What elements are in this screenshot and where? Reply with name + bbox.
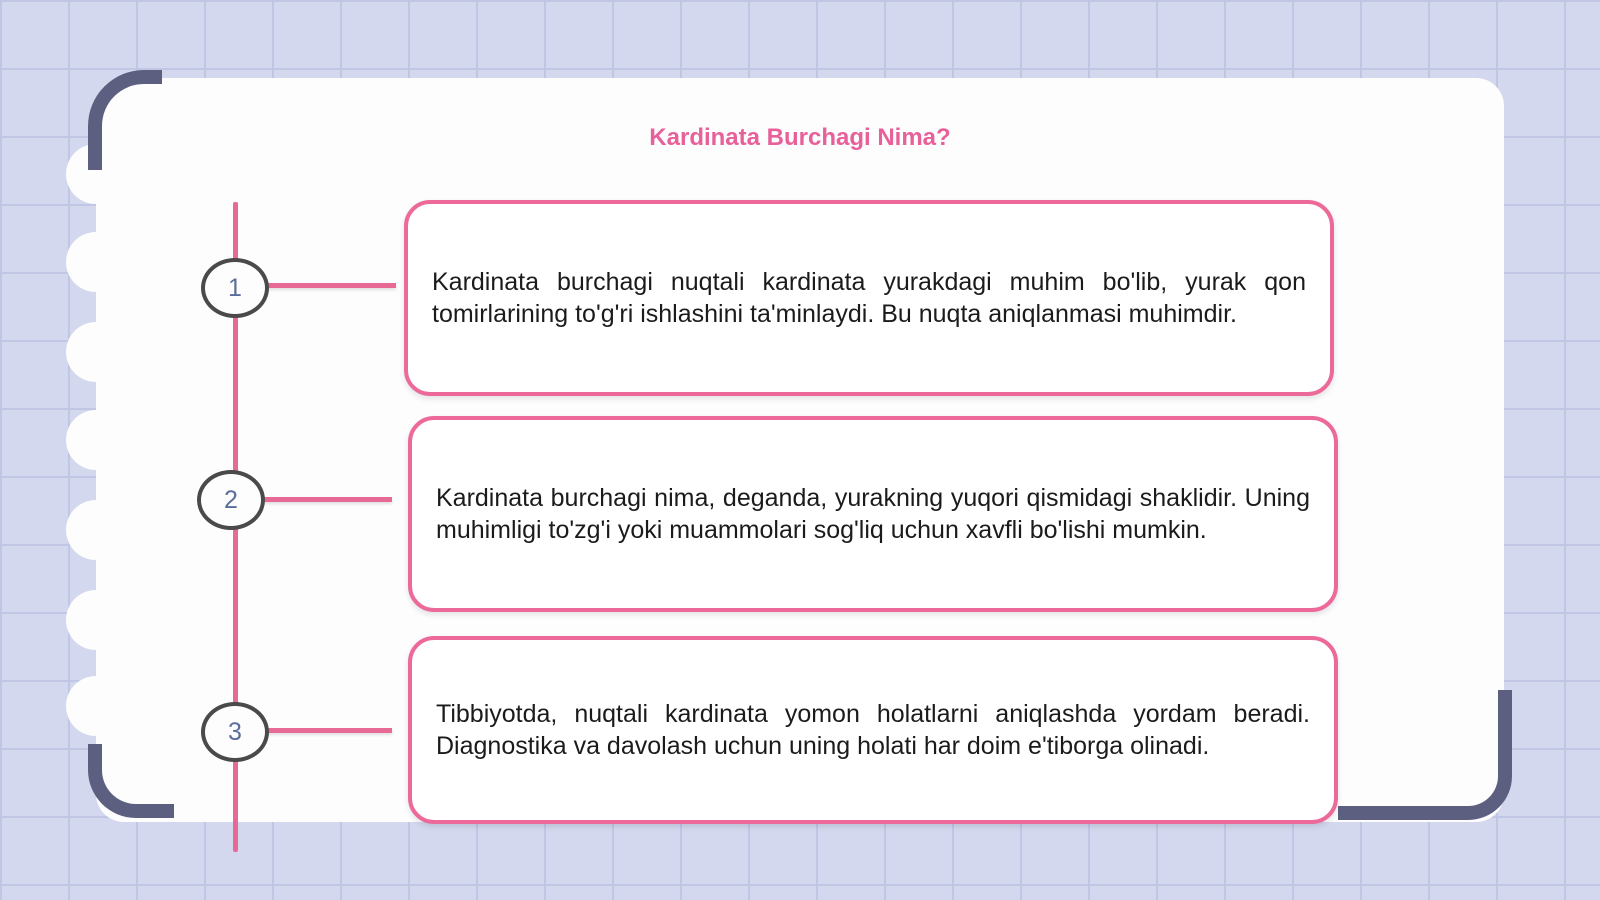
card-scallop (66, 410, 126, 470)
slide-title: Kardinata Burchagi Nima? (649, 124, 951, 151)
card-scallop (66, 500, 126, 560)
card-scallop (66, 322, 126, 382)
timeline-connector (262, 728, 392, 733)
step-number-2: 2 (197, 470, 265, 530)
info-text-1: Kardinata burchagi nuqtali kardinata yurakdagi muhim bo'lib, yurak qon tomirlarining to'g'ri ishlashini ta'minlaydi. Bu nuqta aniqlanmasi muhimdir. (432, 268, 1306, 328)
card-scallop (66, 676, 126, 736)
card-scallop (66, 590, 126, 650)
corner-bracket-top-left (88, 70, 162, 170)
info-box-1 (404, 200, 1334, 396)
step-number-3: 3 (201, 702, 269, 762)
info-text-2: Kardinata burchagi nima, deganda, yurakning yuqori qismidagi shaklidir. Uning muhimligi to'zg'i yoki muammolari sog'liq uchun xavfli bo'lishi mumkin. (436, 484, 1310, 544)
info-box-2 (408, 416, 1338, 612)
info-text-3: Tibbiyotda, nuqtali kardinata yomon holatlarni aniqlashda yordam beradi. Diagnostika va davolash uchun uning holati har doim e'tiborga olinadi. (436, 700, 1310, 760)
timeline-connector (258, 497, 392, 502)
step-number-1: 1 (201, 258, 269, 318)
corner-bracket-bottom-right (1338, 690, 1512, 820)
card-scallop (66, 232, 126, 292)
timeline-connector (262, 283, 396, 288)
info-box-3 (408, 636, 1338, 824)
